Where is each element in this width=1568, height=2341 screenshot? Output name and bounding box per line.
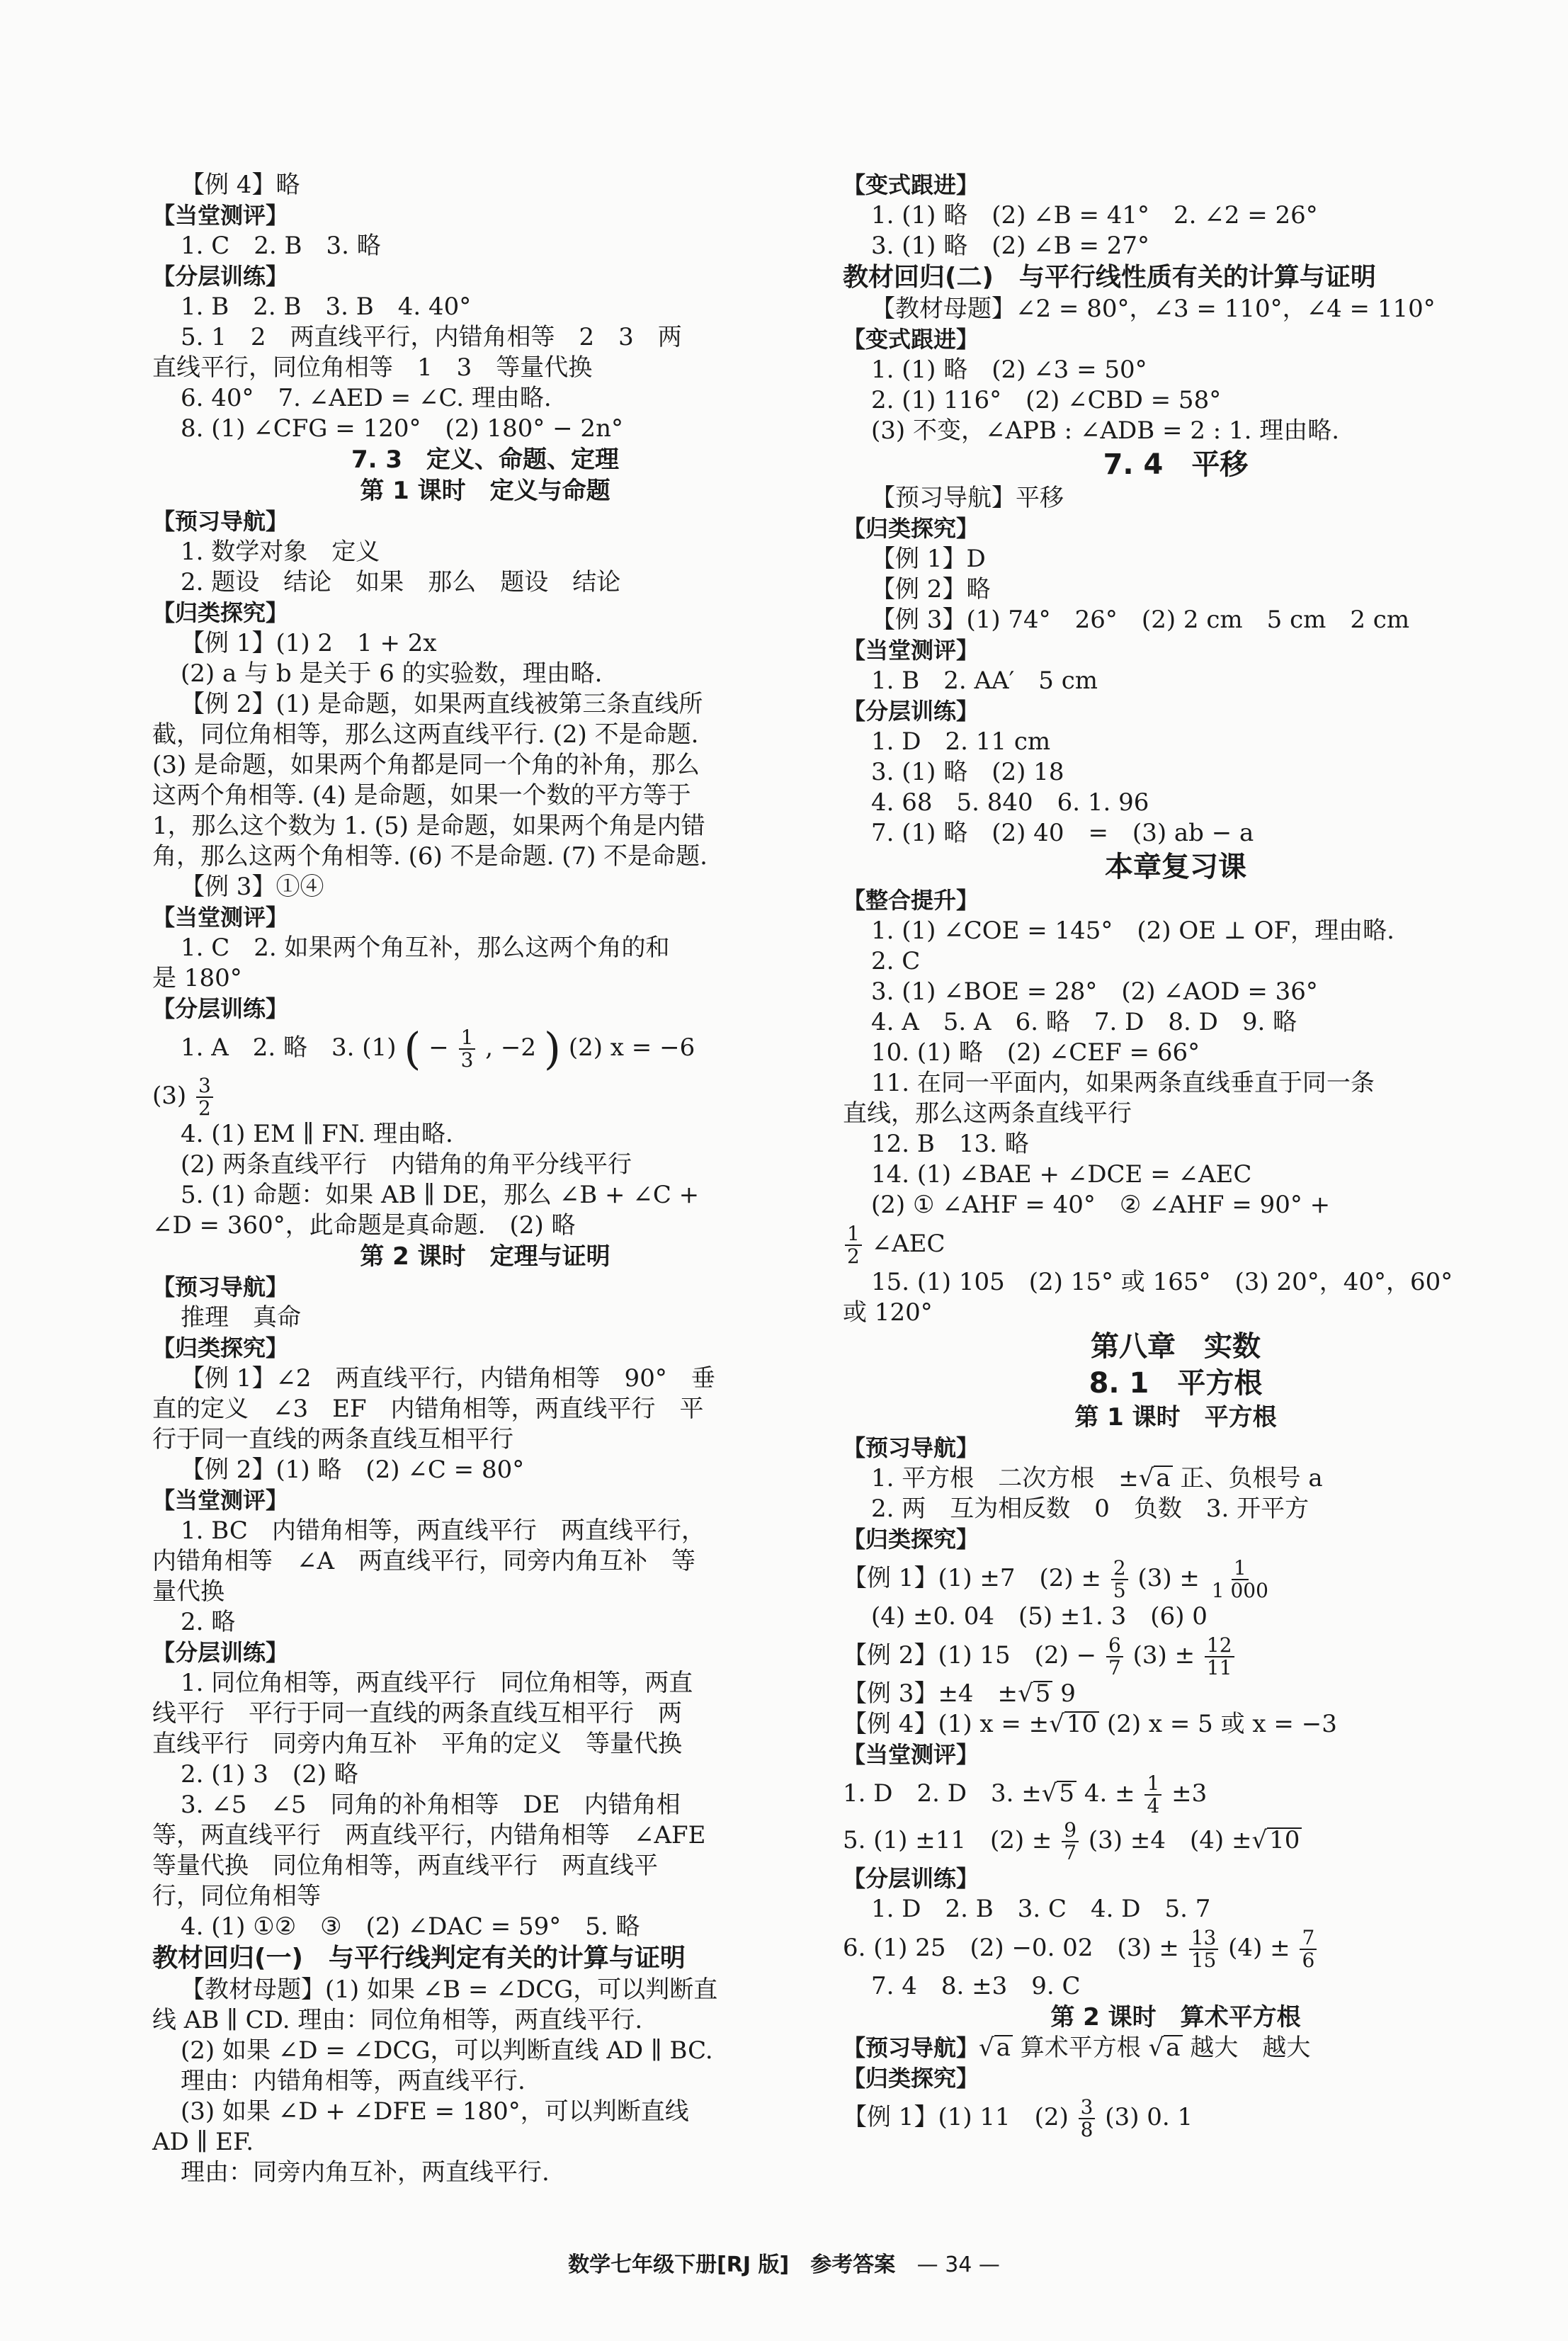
text-run: ±3 <box>1171 1779 1208 1808</box>
text-run: 【例 4】(1) x = ± <box>843 1710 1050 1738</box>
text-run: 1. A 2. 略 3. (1) <box>181 1033 397 1062</box>
text-line: 直的定义 ∠3 EF 内错角相等，两直线平行 平 <box>152 1395 704 1423</box>
text-line: 2. 两 互为相反数 0 负数 3. 开平方 <box>871 1495 1309 1523</box>
text-run: 【例 1】(1) 11 (2) <box>843 2103 1069 2131</box>
text-line: 12. B 13. 略 <box>871 1130 1029 1158</box>
math-line: 1. 平方根 二次方根 ±√a 正、负根号 a <box>871 1464 1323 1492</box>
text-run: 6. (1) 25 (2) −0. 02 (3) ± <box>843 1934 1179 1962</box>
section-label: 【变式跟进】 <box>843 171 979 198</box>
fraction <box>845 1223 862 1267</box>
lesson-title: 第 1 课时 平方根 <box>1074 1403 1277 1432</box>
text-line: 是 180° <box>152 964 242 992</box>
text-line: 等，两直线平行 两直线平行，内错角相等 ∠AFE <box>152 1821 706 1849</box>
text-line: 3. (1) 略 (2) ∠B = 27° <box>871 232 1150 260</box>
denominator: 5 <box>1113 1579 1126 1602</box>
text-line: 1. 同位角相等，两直线平行 同位角相等，两直 <box>181 1669 693 1697</box>
review-title: 教材回归(二) 与平行线性质有关的计算与证明 <box>843 263 1376 292</box>
section-title: 8. 1 平方根 <box>1089 1367 1263 1400</box>
fraction <box>1111 1558 1128 1602</box>
left-paren: ( <box>404 1023 421 1075</box>
denominator: 8 <box>1080 2118 1093 2141</box>
text-line: 直线平行，同位角相等 1 3 等量代换 <box>152 353 593 382</box>
numerator: 13 <box>1189 1927 1219 1950</box>
math-line: 【例 4】(1) x = ±√10 (2) x = 5 或 x = −3 <box>843 1710 1337 1738</box>
text-line: 1. C 2. 如果两个角互补，那么这两个角的和 <box>181 934 670 962</box>
text-line: 行于同一直线的两条直线互相平行 <box>152 1425 513 1453</box>
text-line: 1. (1) 略 (2) ∠B = 41° 2. ∠2 = 26° <box>871 201 1318 229</box>
chapter-title: 第八章 实数 <box>1091 1330 1261 1363</box>
section-label: 【归类探究】 <box>152 599 289 626</box>
text-line: 直线，那么这两条直线平行 <box>843 1099 1132 1128</box>
text-line: 线平行 平行于同一直线的两条直线互相平行 两 <box>152 1699 682 1728</box>
numerator: 6 <box>1106 1635 1123 1657</box>
lesson-title: 第 1 课时 定义与命题 <box>360 477 610 505</box>
text-line: 【例 2】(1) 略 (2) ∠C = 80° <box>181 1456 525 1484</box>
text-line: (4) ±0. 04 (5) ±1. 3 (6) 0 <box>871 1602 1208 1631</box>
math-line <box>843 1925 1509 1971</box>
denominator: 2 <box>847 1245 860 1268</box>
text-line: 2. (1) 116° (2) ∠CBD = 58° <box>871 386 1222 414</box>
section-label: 【归类探究】 <box>843 2065 979 2092</box>
text-line: 6. 40° 7. ∠AED = ∠C. 理由略. <box>181 384 552 412</box>
text-line: 1. B 2. AA′ 5 cm <box>871 667 1098 695</box>
review-title: 教材回归(一) 与平行线判定有关的计算与证明 <box>152 1944 686 1973</box>
fraction <box>1144 1773 1161 1817</box>
math-line <box>843 2094 1509 2141</box>
text-line: 等量代换 同位角相等，两直线平行 两直线平 <box>152 1852 658 1880</box>
section-label: 【预习导航】 <box>843 2034 979 2061</box>
numerator: 2 <box>1111 1558 1128 1580</box>
text-line: 【例 3】①④ <box>181 873 324 901</box>
text-run: (2) x = 5 或 x = −3 <box>1106 1710 1337 1738</box>
text-run: 4. ± <box>1084 1779 1135 1808</box>
text-line: 1. D 2. 11 cm <box>871 727 1051 756</box>
numerator: 3 <box>1079 2097 1096 2119</box>
text-run: 5. (1) ±11 (2) ± <box>843 1826 1052 1854</box>
math-line: 【预习导航】√a 算术平方根 √a 越大 越大 <box>843 2034 1311 2062</box>
text-line: 1. 数学对象 定义 <box>181 538 380 566</box>
numerator: 1 <box>1232 1558 1249 1580</box>
text-line: 直线平行 同旁内角互补 平角的定义 等量代换 <box>152 1730 682 1758</box>
math-line <box>843 1632 1509 1679</box>
text-run: ∠AEC <box>871 1230 945 1258</box>
text-run: (3) 0. 1 <box>1105 2103 1193 2131</box>
denominator: 4 <box>1147 1794 1160 1818</box>
denominator: 3 <box>460 1048 474 1072</box>
text-line: 2. 题设 结论 如果 那么 题设 结论 <box>181 568 621 596</box>
section-title: 7. 3 定义、命题、定理 <box>351 446 620 474</box>
math-line <box>843 1555 1509 1602</box>
text-line: (3) 是命题，如果两个角都是同一个角的补角，那么 <box>152 751 700 779</box>
section-label: 【当堂测评】 <box>152 202 289 229</box>
section-label: 【归类探究】 <box>152 1334 289 1361</box>
right-column <box>843 170 1509 2141</box>
text-line: 1. (1) ∠COE = 145° (2) OE ⊥ OF，理由略. <box>871 917 1394 945</box>
text-line: ∠D = 360°，此命题是真命题. (2) 略 <box>152 1211 576 1240</box>
radicand: 5 <box>1033 1681 1053 1705</box>
left-column <box>152 170 818 2188</box>
text-run: 9 <box>1060 1679 1076 1708</box>
section-label: 【当堂测评】 <box>843 637 979 664</box>
text-line: (2) ① ∠AHF = 40° ② ∠AHF = 90° + <box>871 1191 1331 1219</box>
text-line: 行，同位角相等 <box>152 1882 321 1910</box>
text-line: 推理 真命 <box>181 1303 301 1332</box>
text-line: 截，同位角相等，那么这两直线平行. (2) 不是命题. <box>152 720 699 749</box>
text-line: 或 120° <box>843 1298 933 1327</box>
radicand: 10 <box>1267 1827 1302 1852</box>
text-line: 4. (1) EM ∥ FN. 理由略. <box>181 1120 453 1148</box>
lesson-title: 第 2 课时 算术平方根 <box>1050 2003 1301 2031</box>
section-label: 【当堂测评】 <box>843 1741 979 1768</box>
text-line: 2. (1) 3 (2) 略 <box>181 1760 358 1789</box>
math-line <box>152 1072 818 1119</box>
numerator: 1 <box>845 1223 862 1246</box>
text-run: 【例 2】(1) 15 (2) − <box>843 1641 1097 1670</box>
math-line <box>843 1220 1509 1267</box>
page-number: — 34 — <box>916 2252 1000 2277</box>
text-line: 1. C 2. B 3. 略 <box>181 232 381 260</box>
section-label: 【变式跟进】 <box>843 326 979 353</box>
text-line: (2) 如果 ∠D = ∠DCG，可以判断直线 AD ∥ BC. <box>181 2036 713 2065</box>
denominator: 15 <box>1191 1949 1217 1972</box>
numerator: 9 <box>1062 1820 1079 1842</box>
fraction <box>1062 1820 1079 1864</box>
text-line: 10. (1) 略 (2) ∠CEF = 66° <box>871 1038 1200 1067</box>
text-line: (3) 如果 ∠D + ∠DFE = 180°，可以判断直线 <box>181 2097 689 2126</box>
right-paren: ) <box>543 1023 562 1075</box>
text-line: 角，那么这两个角相等. (6) 不是命题. (7) 不是命题. <box>152 842 708 871</box>
section-label: 【当堂测评】 <box>152 904 289 931</box>
text-line: 2. C <box>871 947 921 975</box>
text-line: 7. (1) 略 (2) 40 = (3) ab − a <box>871 819 1254 847</box>
radicand: a <box>994 2035 1013 2059</box>
text-line: 【预习导航】平移 <box>871 484 1064 512</box>
text-run: 正、负根号 a <box>1180 1464 1323 1492</box>
math-line: 1. D 2. D 3. ±√5 4. ± $\frac{1}{4}$ ±3 <box>843 1772 1208 1818</box>
text-line: 线 AB ∥ CD. 理由：同位角相等，两直线平行. <box>152 2006 643 2034</box>
section-label: 【分层训练】 <box>843 1865 979 1892</box>
denominator: 6 <box>1302 1949 1315 1972</box>
text-run: 算术平方根 <box>1020 2034 1141 2062</box>
section-label: 【分层训练】 <box>152 995 289 1022</box>
text-line: 4. A 5. A 6. 略 7. D 8. D 9. 略 <box>871 1008 1297 1036</box>
section-label: 【预习导航】 <box>152 1274 289 1300</box>
text-line: 7. 4 8. ±3 9. C <box>871 1972 1081 2000</box>
text-line: 8. (1) ∠CFG = 120° (2) 180° − 2n° <box>181 414 623 443</box>
text-line: 3. ∠5 ∠5 同角的补角相等 DE 内错角相 <box>181 1791 681 1819</box>
text-line: 3. (1) 略 (2) 18 <box>871 758 1064 786</box>
text-line: 【例 1】(1) 2 1 + 2x <box>181 629 437 657</box>
fraction <box>459 1027 476 1071</box>
text-run: (3) <box>152 1082 187 1110</box>
text-line: 5. (1) 命题：如果 AB ∥ DE，那么 ∠B + ∠C + <box>181 1181 700 1209</box>
denominator: 7 <box>1108 1656 1121 1679</box>
text-line: 理由：内错角相等，两直线平行. <box>181 2067 525 2095</box>
section-label: 【归类探究】 <box>843 515 979 542</box>
text-line: (2) a 与 b 是关于 6 的实验数，理由略. <box>181 659 603 688</box>
text-line: 这两个角相等. (4) 是命题，如果一个数的平方等于 <box>152 781 691 810</box>
text-line: AD ∥ EF. <box>152 2128 254 2156</box>
fraction <box>1300 1927 1317 1971</box>
text-line: 【例 3】(1) 74° 26° (2) 2 cm 5 cm 2 cm <box>871 606 1410 634</box>
numerator: 7 <box>1300 1927 1317 1950</box>
text-run: (3) ± <box>1137 1564 1200 1592</box>
radicand: 10 <box>1064 1711 1099 1735</box>
math-line: 【例 3】±4 ±√5 9 <box>843 1679 1076 1708</box>
text-run: 越大 越大 <box>1190 2034 1311 2062</box>
text-line: 【例 2】(1) 是命题，如果两直线被第三条直线所 <box>181 690 703 718</box>
text-line: 1. (1) 略 (2) ∠3 = 50° <box>871 356 1147 384</box>
text-line: 【例 1】∠2 两直线平行，内错角相等 90° 垂 <box>181 1364 715 1393</box>
section-label: 【分层训练】 <box>152 1639 289 1666</box>
numerator: 12 <box>1205 1635 1234 1657</box>
text-line: 5. 1 2 两直线平行，内错角相等 2 3 两 <box>181 323 682 351</box>
text-line: 1. BC 内错角相等，两直线平行 两直线平行， <box>181 1517 705 1545</box>
section-label: 【预习导航】 <box>152 508 289 535</box>
fraction <box>196 1075 213 1119</box>
text-run: (3) ± <box>1132 1641 1195 1670</box>
text-line: 14. (1) ∠BAE + ∠DCE = ∠AEC <box>871 1160 1252 1189</box>
text-line: 【例 2】略 <box>871 575 991 603</box>
section-label: 【归类探究】 <box>843 1526 979 1553</box>
section-title: 7. 4 平移 <box>1103 448 1249 481</box>
text-line: 内错角相等 ∠A 两直线平行，同旁内角互补 等 <box>152 1547 696 1575</box>
section-label: 【整合提升】 <box>843 887 979 914</box>
denominator: 1 000 <box>1211 1579 1268 1602</box>
page-footer <box>0 2247 1568 2278</box>
text-line: (3) 不变，∠APB : ∠ADB = 2 : 1. 理由略. <box>871 416 1340 445</box>
section-title: 本章复习课 <box>1105 851 1246 883</box>
text-line: 【教材母题】∠2 = 80°，∠3 = 110°，∠4 = 110° <box>871 295 1436 323</box>
text-run: 【例 3】±4 ± <box>843 1679 1018 1708</box>
text-line: 1. B 2. B 3. B 4. 40° <box>181 293 472 321</box>
text-run: (2) x = −6 <box>568 1033 695 1062</box>
text-run: 1. 平方根 二次方根 ± <box>871 1464 1139 1492</box>
text-line: 15. (1) 105 (2) 15° 或 165° (3) 20°，40°，60° <box>871 1268 1453 1296</box>
text-line: 量代换 <box>152 1577 225 1606</box>
numerator: 1 <box>459 1027 476 1050</box>
numerator: 1 <box>1144 1773 1161 1796</box>
lesson-title: 第 2 课时 定理与证明 <box>360 1242 610 1271</box>
section-label: 【分层训练】 <box>152 263 289 290</box>
text-line: 4. (1) ①② ③ (2) ∠DAC = 59° 5. 略 <box>181 1912 640 1941</box>
text-line: 理由：同旁内角互补，两直线平行. <box>181 2158 550 2187</box>
fraction <box>1205 1635 1234 1679</box>
text-run: (3) ±4 (4) ± <box>1088 1826 1252 1854</box>
fraction <box>1210 1558 1271 1602</box>
math-line <box>152 1023 818 1075</box>
text-line: 【例 1】D <box>871 545 986 573</box>
radicand: 5 <box>1057 1781 1076 1805</box>
text-line: 11. 在同一平面内，如果两条直线垂直于同一条 <box>871 1069 1375 1097</box>
radicand: a <box>1154 1466 1172 1490</box>
fraction <box>1189 1927 1219 1971</box>
numerator: 3 <box>196 1075 213 1098</box>
text-line: 【例 4】略 <box>181 171 300 199</box>
text-line: 4. 68 5. 840 6. 1. 96 <box>871 788 1149 817</box>
text-run: , −2 <box>485 1033 536 1062</box>
denominator: 11 <box>1206 1656 1232 1679</box>
text-line: 3. (1) ∠BOE = 28° (2) ∠AOD = 36° <box>871 977 1318 1006</box>
text-line: 【教材母题】(1) 如果 ∠B = ∠DCG，可以判断直 <box>181 1976 718 2004</box>
text-line: 1. D 2. B 3. C 4. D 5. 7 <box>871 1895 1211 1923</box>
text-run: − <box>428 1033 449 1062</box>
fraction <box>1106 1635 1123 1679</box>
footer-title: 数学七年级下册[RJ 版] 参考答案 <box>568 2252 896 2277</box>
section-label: 【预习导航】 <box>843 1434 979 1461</box>
text-run: 【例 1】(1) ±7 (2) ± <box>843 1564 1101 1592</box>
text-line: 1，那么这个数为 1. (5) 是命题，如果两个角是内错 <box>152 812 705 840</box>
radicand: a <box>1164 2035 1182 2059</box>
section-label: 【分层训练】 <box>843 698 979 725</box>
text-run: (4) ± <box>1228 1934 1290 1962</box>
text-line: 2. 略 <box>181 1608 236 1636</box>
denominator: 2 <box>198 1096 211 1120</box>
text-run: 1. D 2. D 3. ± <box>843 1779 1042 1808</box>
math-line: 5. (1) ±11 (2) ± $\frac{9}{7}$ (3) ±4 (4) ±√10 <box>843 1817 1509 1864</box>
section-label: 【当堂测评】 <box>152 1487 289 1514</box>
fraction <box>1079 2097 1096 2141</box>
denominator: 7 <box>1064 1841 1077 1864</box>
text-line: (2) 两条直线平行 内错角的角平分线平行 <box>181 1150 632 1179</box>
